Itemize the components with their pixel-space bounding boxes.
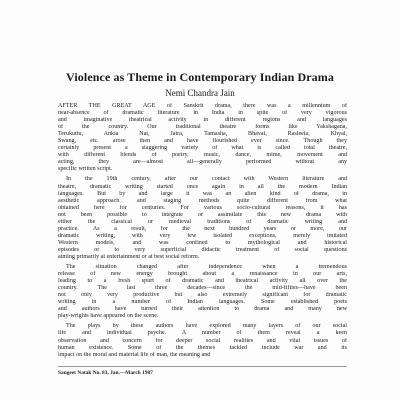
text-line: AFTER THE GREAT AGE of Sanskrit drama, there was a millennium of [58, 103, 347, 109]
text-line: life and individual psyche. A number of them reveal a keen [58, 330, 347, 337]
text-line: not only very productive but also extremely significant for dramatic [58, 292, 347, 299]
paragraph [58, 103, 347, 173]
text-line: certainly present a staggering variety of what is called total theatre, [58, 145, 347, 152]
text-line: Terukuttu, Ankia Nat, Jatra, Tamasha, Bhavai, Rasleela, Khyal, [58, 131, 347, 138]
text-line: In the 19th century, after our contact with Western literature and [66, 176, 347, 183]
text-line: not been possible to integrate or assimilate this new drama with [58, 211, 347, 218]
text-line: near-absence of dramatic literature in India in spite of very vigorous [58, 110, 347, 117]
text-line: aesthetic approach and staging methods quite different from what [58, 197, 347, 204]
text-line: country. The last three decades—since the mid-fifties—have been [58, 285, 347, 292]
article-title: Violence as Theme in Contemporary Indian Drama [66, 70, 334, 84]
article-author: Nemi Chandra Jain [165, 88, 235, 98]
paragraph [58, 323, 347, 358]
text-line: theatre, dramatic writing started once again in all the modern Indian [58, 183, 347, 190]
text-line: acting, they are—almost all—generally performed without any [58, 159, 347, 166]
text-line: writing in a number of Indian languages. Some established poets [58, 299, 347, 306]
text-line: observation and concern for deeper social realities and vital issues of [58, 337, 347, 344]
text-line: Swang, etc. arose then and have flourished ever since. Though they [58, 138, 347, 145]
text-line: and imaginative theatrical activity in different regions and languages [58, 117, 347, 124]
text-line: human existence. Some of the themes tackled include war and its [58, 344, 347, 351]
paragraph [58, 264, 347, 320]
text-line: obtained here for centuries. For various socio-cultural reasons, it has [58, 204, 347, 211]
text-line: of the country. Our traditional theatre forms like Yakshagana, [58, 124, 347, 131]
text-line: languages. But by and large it was an alien kind of drama, in [58, 190, 347, 197]
paragraph [58, 176, 347, 261]
text-line: aiming primarily at entertainment or at best social reform. [58, 253, 200, 260]
text-line: either the classical or medieval traditions of dramatic writing and [58, 218, 347, 225]
text-line: with different blends of poetry, music, dance, mime, movement and [58, 152, 347, 159]
text-line: episodes or to very superficial didactic treatment of social questions [58, 246, 347, 253]
text-line: Western models, and was confined to mythological and historical [58, 239, 347, 246]
text-line: The plays by these authors have explored many layers of our social [66, 323, 347, 330]
journal-footer: Sangeet Natak No. 83, Jan.—March 1987 [58, 370, 153, 376]
text-line: play-wrights have appeared on the scene. [58, 313, 159, 320]
text-line: specific written script. [58, 166, 113, 173]
text-line: release of new energy brought about a renaissance in our arts, [58, 271, 347, 278]
text-line: The situation changed after independence when a tremendous [66, 264, 347, 271]
article-body [58, 103, 347, 362]
text-line: and authors have turned their attention to drama and many new [58, 306, 347, 313]
text-line: impact on the moral and material life of man, the meaning and [58, 351, 211, 358]
text-line: leading to a fresh spurt of dramatic and theatrical activity all over the [58, 278, 347, 285]
text-line: practice. As a result, for the next hundred years or more, our [58, 225, 347, 232]
footer-divider [58, 366, 347, 367]
text-line: dramatic writing, with very few isolated exceptions, merely imitated [58, 232, 347, 239]
